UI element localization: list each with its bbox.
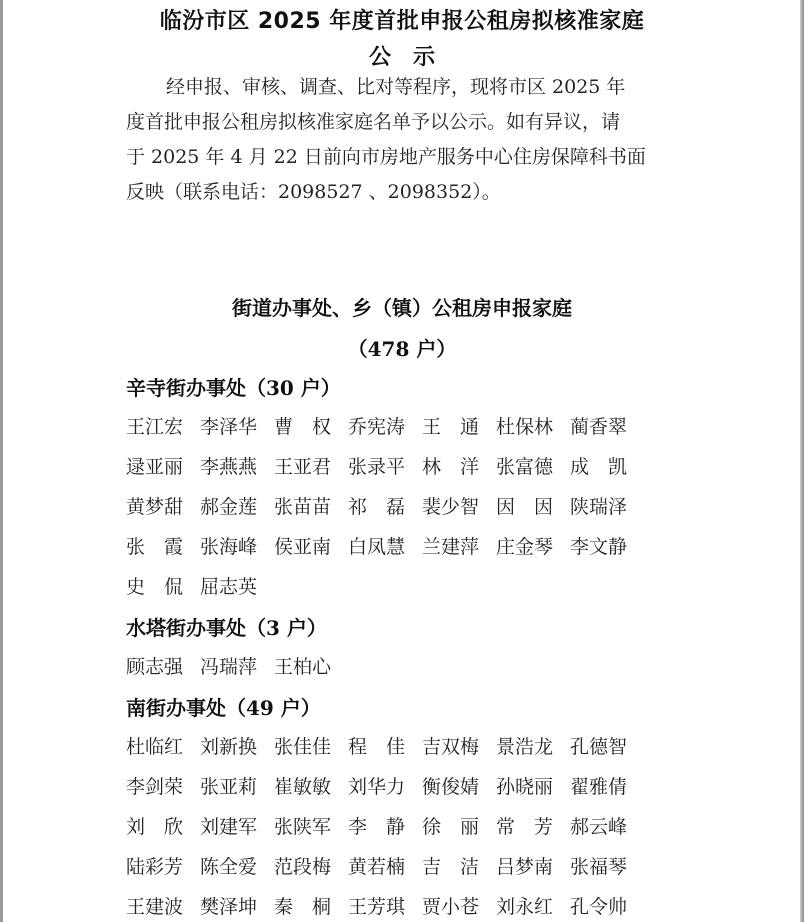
- name-row: [0, 532, 628, 562]
- household-name: 张录平: [348, 456, 406, 478]
- household-name: 张 霞: [126, 536, 184, 558]
- household-name: 景浩龙: [496, 736, 554, 758]
- household-name: 杜临红: [126, 736, 184, 758]
- name-row: [0, 892, 628, 922]
- household-name: 孙晓丽: [496, 776, 554, 798]
- name-row: [0, 772, 628, 802]
- household-name: 李剑荣: [126, 776, 184, 798]
- household-name: 史 侃: [126, 576, 184, 598]
- household-name: 吉 洁: [422, 856, 480, 878]
- household-name: 陆彩芳: [126, 856, 184, 878]
- household-name: 崔敏敏: [274, 776, 332, 798]
- document-subtitle: 公示: [368, 45, 457, 70]
- household-name: 程 佳: [348, 736, 406, 758]
- household-name: 刘永红: [496, 896, 554, 918]
- section-heading: 辛寺街办事处（30 户）: [126, 376, 341, 400]
- section-heading: 水塔街办事处（3 户）: [126, 616, 327, 640]
- household-name: 刘华力: [348, 776, 406, 798]
- household-name: 吉双梅: [422, 736, 480, 758]
- household-name: 陈全爱: [200, 856, 258, 878]
- household-name: 秦 桐: [274, 896, 332, 918]
- intro-line-4: 反映（联系电话：2098527 、2098352）。: [126, 181, 501, 203]
- household-name: 顾志强: [126, 656, 184, 678]
- household-name: 张福琴: [570, 856, 628, 878]
- household-name: 樊泽坤: [200, 896, 258, 918]
- household-name: 林 洋: [422, 456, 480, 478]
- name-row: [0, 412, 628, 442]
- household-name: 冯瑞萍: [200, 656, 258, 678]
- household-name: 张亚莉: [200, 776, 258, 798]
- household-name: 张佳佳: [274, 736, 332, 758]
- household-name: 张富德: [496, 456, 554, 478]
- household-name: 孔德智: [570, 736, 628, 758]
- household-name: 李 静: [348, 816, 406, 838]
- household-name: 成 凯: [570, 456, 628, 478]
- intro-line-1: 经申报、审核、调查、比对等程序，现将市区 2025 年: [166, 76, 626, 98]
- household-name: 徐 丽: [422, 816, 480, 838]
- household-name: 常 芳: [496, 816, 554, 838]
- household-name: 王建波: [126, 896, 184, 918]
- household-name: 黄若楠: [348, 856, 406, 878]
- section-heading: 南街办事处（49 户）: [126, 696, 321, 720]
- household-name: 张陕军: [274, 816, 332, 838]
- document-title: 临汾市区 2025 年度首批申报公租房拟核准家庭: [159, 9, 645, 34]
- household-name: 贾小苍: [422, 896, 480, 918]
- household-name: 刘新换: [200, 736, 258, 758]
- household-name: 张苗苗: [274, 496, 332, 518]
- name-row: [0, 572, 560, 602]
- household-name: 乔宪涛: [348, 416, 406, 438]
- name-row: [0, 652, 560, 682]
- household-name: 白凤慧: [348, 536, 406, 558]
- intro-line-3: 于 2025 年 4 月 22 日前向市房地产服务中心住房保障科书面: [126, 146, 646, 168]
- household-name: 陕瑞泽: [570, 496, 628, 518]
- household-name: 王江宏: [126, 416, 184, 438]
- household-name: 裴少智: [422, 496, 480, 518]
- name-row: [0, 452, 628, 482]
- household-name: 李文静: [570, 536, 628, 558]
- household-name: 郝金莲: [200, 496, 258, 518]
- household-name: 李燕燕: [200, 456, 258, 478]
- household-name: 侯亚南: [274, 536, 332, 558]
- list-title: 街道办事处、乡（镇）公租房申报家庭: [232, 296, 572, 320]
- household-name: 翟雅倩: [570, 776, 628, 798]
- household-name: 王亚君: [274, 456, 332, 478]
- household-name: 杜保林: [496, 416, 554, 438]
- household-name: 吕梦南: [496, 856, 554, 878]
- household-name: 李泽华: [200, 416, 258, 438]
- household-name: 兰建萍: [422, 536, 480, 558]
- household-name: 张海峰: [200, 536, 258, 558]
- household-name: 孔令帅: [570, 896, 628, 918]
- household-name: 刘 欣: [126, 816, 184, 838]
- household-name: 王芳琪: [348, 896, 406, 918]
- page-right-edge: [800, 0, 804, 922]
- household-name: 王柏心: [274, 656, 332, 678]
- name-row: [0, 852, 628, 882]
- list-total: （478 户）: [347, 337, 457, 361]
- name-row: [0, 732, 628, 762]
- household-name: 逯亚丽: [126, 456, 184, 478]
- name-row: [0, 812, 628, 842]
- household-name: 王 通: [422, 416, 480, 438]
- intro-line-2: 度首批申报公租房拟核准家庭名单予以公示。如有异议，请: [126, 111, 621, 133]
- household-name: 蔺香翠: [570, 416, 628, 438]
- household-name: 祁 磊: [348, 496, 406, 518]
- household-name: 范段梅: [274, 856, 332, 878]
- name-row: [0, 492, 628, 522]
- household-name: 衡俊婧: [422, 776, 480, 798]
- household-name: 刘建军: [200, 816, 258, 838]
- household-name: 郝云峰: [570, 816, 628, 838]
- household-name: 屈志英: [200, 576, 258, 598]
- household-name: 黄梦甜: [126, 496, 184, 518]
- household-name: 庄金琴: [496, 536, 554, 558]
- household-name: 曹 权: [274, 416, 332, 438]
- household-name: 因 因: [496, 496, 554, 518]
